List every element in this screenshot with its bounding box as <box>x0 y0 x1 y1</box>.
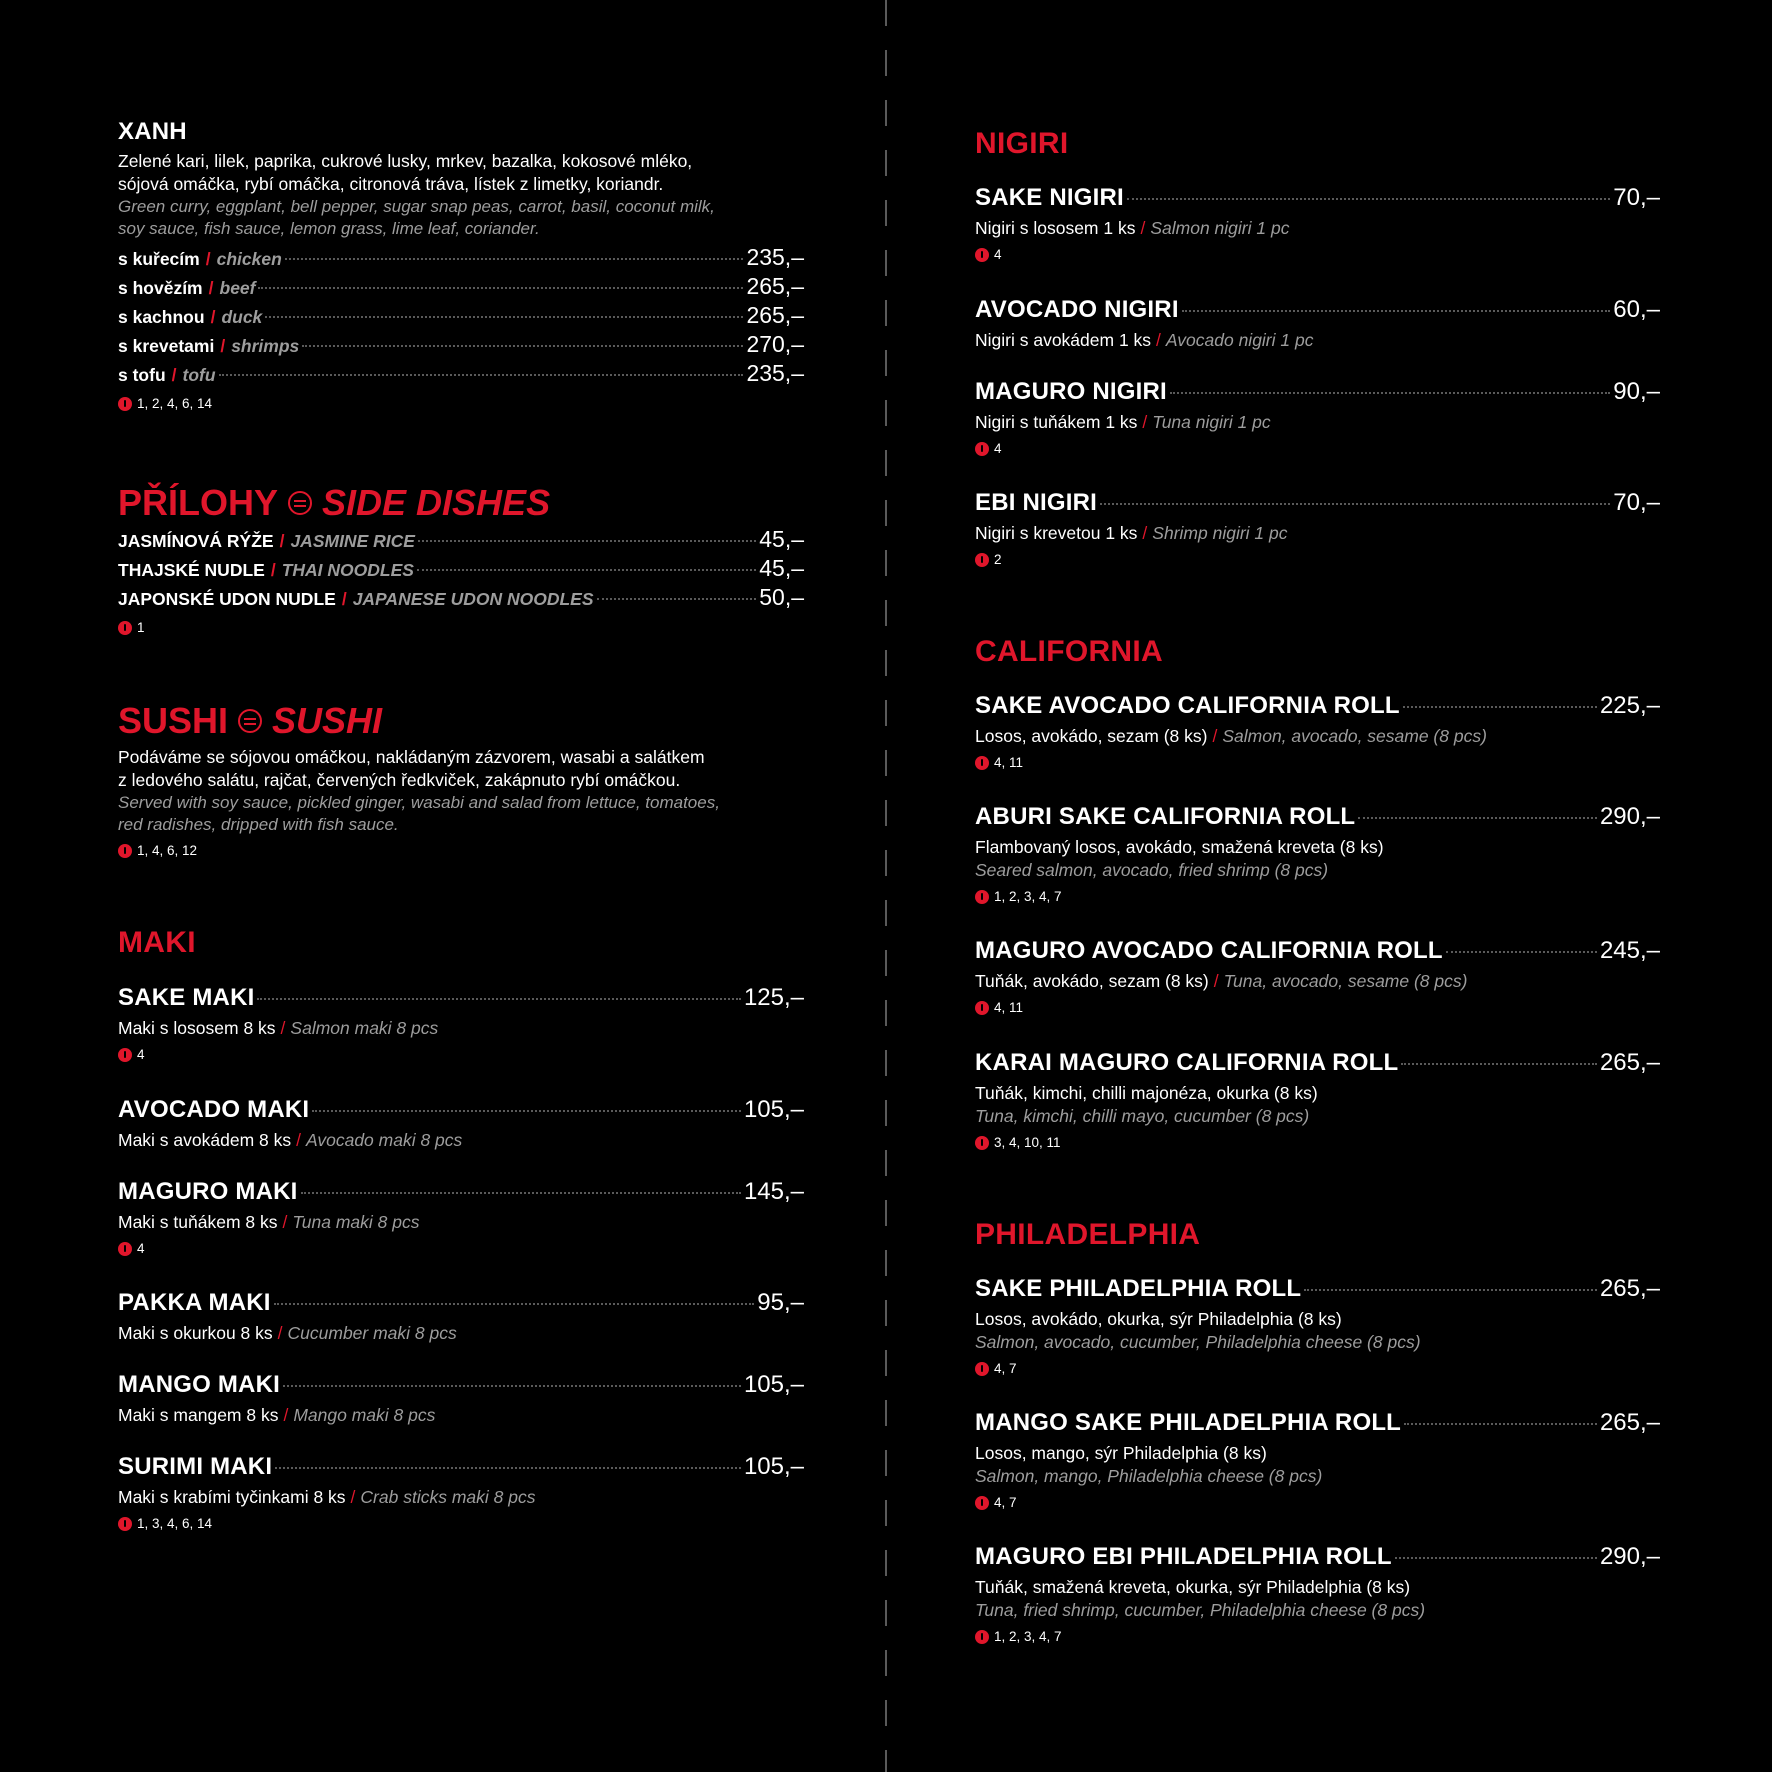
item-desc-cz: Maki s mangem 8 ks <box>118 1405 279 1425</box>
item-desc-cz: Losos, avokádo, sezam (8 ks) <box>975 726 1208 746</box>
nigiri-section <box>975 127 1660 161</box>
item-name: SAKE PHILADELPHIA ROLL <box>975 1275 1302 1302</box>
item-desc-en: Salmon maki 8 pcs <box>290 1018 439 1038</box>
allergen-info <box>975 1000 1660 1015</box>
allergen-info <box>975 1361 1660 1376</box>
allergen-codes: 4 <box>994 441 1002 456</box>
item-name: MAGURO NIGIRI <box>975 378 1167 405</box>
sushi-heading <box>118 700 804 742</box>
option-name: s tofu <box>118 365 166 385</box>
allergen-info <box>975 1495 1660 1510</box>
allergen-icon <box>118 1048 132 1062</box>
allergen-icon <box>118 621 132 635</box>
side-dish-item: JAPONSKÉ UDON NUDLE / JAPANESE UDON NOODLES 50,– <box>118 584 804 610</box>
allergen-icon <box>975 442 989 456</box>
item-name: MAGURO EBI PHILADELPHIA ROLL <box>975 1543 1392 1570</box>
item-name: AVOCADO MAKI <box>118 1096 310 1123</box>
allergen-info <box>118 396 804 411</box>
dot-leader <box>265 316 743 318</box>
allergen-codes: 2 <box>994 552 1002 567</box>
xanh-section <box>118 118 804 411</box>
option-name: s kachnou <box>118 307 205 327</box>
side-dish-item: JASMÍNOVÁ RÝŽE / JASMINE RICE 45,– <box>118 526 804 552</box>
sushi-desc-en: Served with soy sauce, pickled ginger, wasabi and salad from lettuce, tomatoes, <box>118 793 720 812</box>
item-name: MANGO MAKI <box>118 1371 280 1398</box>
item-price: 265,– <box>1599 1049 1660 1076</box>
allergen-icon <box>118 1517 132 1531</box>
item-desc-en: Mango maki 8 pcs <box>293 1405 436 1425</box>
heading-cz: PŘÍLOHY <box>118 482 279 523</box>
allergen-icon <box>975 553 989 567</box>
item-desc-cz: Tuňák, smažená kreveta, okurka, sýr Philadelphia (8 ks) <box>975 1577 1411 1597</box>
side-price: 45,– <box>759 526 804 552</box>
side-dish-item: THAJSKÉ NUDLE / THAI NOODLES 45,– <box>118 555 804 581</box>
item-desc-en: Avocado nigiri 1 pc <box>1165 330 1314 350</box>
allergen-info <box>975 755 1660 770</box>
item-price: 290,– <box>1599 803 1660 830</box>
option-price: 270,– <box>746 331 804 357</box>
xanh-desc-en: soy sauce, fish sauce, lemon grass, lime leaf, coriander. <box>118 219 540 238</box>
menu-item: SAKE NIGIRI 70,– Nigiri s lososem 1 ks / Salmon nigiri 1 pc 4 <box>975 184 1660 262</box>
allergen-info <box>975 552 1660 567</box>
sushi-desc-cz: Podáváme se sójovou omáčkou, nakládaným zázvorem, wasabi a salátkem <box>118 747 705 767</box>
item-desc-cz: Maki s avokádem 8 ks <box>118 1130 292 1150</box>
item-desc-cz: Nigiri s lososem 1 ks <box>975 218 1136 238</box>
philadelphia-section <box>975 1218 1660 1252</box>
allergen-icon <box>975 248 989 262</box>
option-price: 265,– <box>746 302 804 328</box>
sushi-section <box>118 700 804 858</box>
item-desc-cz: Nigiri s avokádem 1 ks <box>975 330 1152 350</box>
item-desc-en: Tuna, avocado, sesame (8 pcs) <box>1223 971 1468 991</box>
option-name: s hovězím <box>118 278 203 298</box>
dot-leader <box>257 998 740 1000</box>
menu-item: AVOCADO NIGIRI 60,– Nigiri s avokádem 1 ks / Avocado nigiri 1 pc <box>975 296 1660 350</box>
item-price: 105,– <box>743 1453 804 1480</box>
option-name-en: beef <box>219 278 256 298</box>
item-name: SAKE NIGIRI <box>975 184 1124 211</box>
maki-section <box>118 926 804 960</box>
allergen-codes: 4, 11 <box>994 755 1024 770</box>
item-price: 105,– <box>743 1371 804 1398</box>
sushi-desc-cz: z ledového salátu, rajčat, červených ředkviček, zakápnuto rybí omáčkou. <box>118 770 681 790</box>
side-name: JAPONSKÉ UDON NUDLE <box>118 589 336 609</box>
side-price: 45,– <box>759 555 804 581</box>
menu-item: MANGO MAKI 105,– Maki s mangem 8 ks / Mango maki 8 pcs <box>118 1371 804 1425</box>
menu-item: MAGURO MAKI 145,– Maki s tuňákem 8 ks / Tuna maki 8 pcs 4 <box>118 1178 804 1256</box>
dot-leader <box>417 569 756 571</box>
dot-leader <box>1304 1289 1597 1291</box>
allergen-info <box>118 1241 804 1256</box>
xanh-option: s hovězím / beef 265,– <box>118 273 804 299</box>
menu-item <box>975 1409 1660 1510</box>
xanh-desc-cz: Zelené kari, lilek, paprika, cukrové lusky, mrkev, bazalka, kokosové mléko, <box>118 151 693 171</box>
allergen-codes: 3, 4, 10, 11 <box>994 1135 1061 1150</box>
side-price: 50,– <box>759 584 804 610</box>
allergen-info <box>118 1516 804 1531</box>
dot-leader <box>1182 310 1611 312</box>
option-name-en: duck <box>221 307 263 327</box>
allergen-codes: 1, 2, 3, 4, 7 <box>994 1629 1062 1644</box>
xanh-option: s krevetami / shrimps 270,– <box>118 331 804 357</box>
item-desc-en: Salmon, avocado, cucumber, Philadelphia cheese (8 pcs) <box>975 1332 1421 1352</box>
menu-item: SAKE AVOCADO CALIFORNIA ROLL 225,– Losos, avokádo, sezam (8 ks) / Salmon, avocado, sesame (8 pcs) 4, 11 <box>975 692 1660 770</box>
item-desc-cz: Tuňák, kimchi, chilli majonéza, okurka (8 ks) <box>975 1083 1318 1103</box>
allergen-codes: 4 <box>137 1241 145 1256</box>
dot-leader <box>301 1192 741 1194</box>
item-name: MAGURO AVOCADO CALIFORNIA ROLL <box>975 937 1443 964</box>
item-name: SAKE MAKI <box>118 984 255 1011</box>
allergen-codes: 1, 3, 4, 6, 14 <box>137 1516 213 1531</box>
menu-item: MAGURO NIGIRI 90,– Nigiri s tuňákem 1 ks / Tuna nigiri 1 pc 4 <box>975 378 1660 456</box>
item-desc-en: Avocado maki 8 pcs <box>306 1130 463 1150</box>
item-price: 60,– <box>1613 296 1660 323</box>
allergen-info <box>975 1135 1660 1150</box>
maki-heading: MAKI <box>118 926 196 959</box>
heading-en: SIDE DISHES <box>322 482 551 523</box>
california-section <box>975 635 1660 669</box>
xanh-option: s kuřecím / chicken 235,– <box>118 244 804 270</box>
item-name: AVOCADO NIGIRI <box>975 296 1179 323</box>
item-price: 125,– <box>743 984 804 1011</box>
option-price: 235,– <box>746 360 804 386</box>
allergen-info <box>975 441 1660 456</box>
allergen-codes: 4, 7 <box>994 1495 1017 1510</box>
nigiri-heading: NIGIRI <box>975 127 1069 160</box>
item-desc-cz: Losos, mango, sýr Philadelphia (8 ks) <box>975 1443 1267 1463</box>
item-desc-en: Tuna nigiri 1 pc <box>1152 412 1271 432</box>
option-name-en: shrimps <box>231 336 300 356</box>
california-heading: CALIFORNIA <box>975 635 1163 668</box>
item-desc-cz: Maki s tuňákem 8 ks <box>118 1212 278 1232</box>
item-desc-en: Salmon, mango, Philadelphia cheese (8 pcs) <box>975 1466 1323 1486</box>
xanh-option: s tofu / tofu 235,– <box>118 360 804 386</box>
menu-item: AVOCADO MAKI 105,– Maki s avokádem 8 ks / Avocado maki 8 pcs <box>118 1096 804 1150</box>
allergen-icon <box>975 890 989 904</box>
allergen-codes: 4 <box>994 247 1002 262</box>
allergen-codes: 1, 2, 4, 6, 14 <box>137 396 213 411</box>
item-name: EBI NIGIRI <box>975 489 1098 516</box>
allergen-icon <box>118 397 132 411</box>
item-name: KARAI MAGURO CALIFORNIA ROLL <box>975 1049 1399 1076</box>
item-price: 70,– <box>1613 489 1660 516</box>
item-desc-en: Crab sticks maki 8 pcs <box>360 1487 536 1507</box>
item-price: 265,– <box>1599 1409 1660 1436</box>
option-name: s kuřecím <box>118 249 200 269</box>
side-name-en: JAPANESE UDON NOODLES <box>352 589 594 609</box>
allergen-icon <box>118 844 132 858</box>
dot-leader <box>258 287 743 289</box>
item-name: SURIMI MAKI <box>118 1453 273 1480</box>
option-name: s krevetami <box>118 336 215 356</box>
side-name: THAJSKÉ NUDLE <box>118 560 265 580</box>
dot-leader <box>219 374 744 376</box>
menu-item: SAKE MAKI 125,– Maki s lososem 8 ks / Salmon maki 8 pcs 4 <box>118 984 804 1062</box>
dot-leader <box>274 1303 755 1305</box>
chopsticks-icon <box>238 709 262 733</box>
item-price: 245,– <box>1599 937 1660 964</box>
menu-item <box>975 1543 1660 1644</box>
allergen-codes: 4, 11 <box>994 1000 1024 1015</box>
dot-leader <box>1395 1557 1597 1559</box>
allergen-info <box>118 843 804 858</box>
heading-en: SUSHI <box>272 700 383 741</box>
allergen-icon <box>975 1001 989 1015</box>
item-price: 105,– <box>743 1096 804 1123</box>
dot-leader <box>312 1110 741 1112</box>
allergen-info <box>975 247 1660 262</box>
item-desc-cz: Nigiri s tuňákem 1 ks <box>975 412 1138 432</box>
item-desc-en: Tuna maki 8 pcs <box>292 1212 420 1232</box>
item-desc-en: Salmon nigiri 1 pc <box>1150 218 1290 238</box>
dot-leader <box>597 598 757 600</box>
dot-leader <box>1170 392 1610 394</box>
item-price: 95,– <box>757 1289 804 1316</box>
side-name-en: THAI NOODLES <box>281 560 414 580</box>
item-desc-cz: Tuňák, avokádo, sezam (8 ks) <box>975 971 1209 991</box>
dot-leader <box>1358 817 1597 819</box>
item-price: 265,– <box>1599 1275 1660 1302</box>
dot-leader <box>1401 1063 1597 1065</box>
allergen-icon <box>975 756 989 770</box>
item-desc-cz: Maki s krabími tyčinkami 8 ks <box>118 1487 346 1507</box>
philadelphia-heading: PHILADELPHIA <box>975 1218 1201 1251</box>
allergen-info <box>118 1047 804 1062</box>
item-name: ABURI SAKE CALIFORNIA ROLL <box>975 803 1356 830</box>
side-dishes-heading <box>118 482 804 524</box>
dot-leader <box>1100 503 1610 505</box>
allergen-icon <box>975 1136 989 1150</box>
item-name: SAKE AVOCADO CALIFORNIA ROLL <box>975 692 1400 719</box>
allergen-icon <box>975 1496 989 1510</box>
item-desc-en: Seared salmon, avocado, fried shrimp (8 pcs) <box>975 860 1329 880</box>
item-price: 70,– <box>1613 184 1660 211</box>
dot-leader <box>275 1467 741 1469</box>
allergen-codes: 4, 7 <box>994 1361 1017 1376</box>
xanh-desc-cz: sójová omáčka, rybí omáčka, citronová tráva, lístek z limetky, koriandr. <box>118 174 664 194</box>
item-name: MAGURO MAKI <box>118 1178 298 1205</box>
page-divider <box>885 0 887 1772</box>
allergen-codes: 4 <box>137 1047 145 1062</box>
side-name: JASMÍNOVÁ RÝŽE <box>118 531 274 551</box>
xanh-option: s kachnou / duck 265,– <box>118 302 804 328</box>
dot-leader <box>283 1385 741 1387</box>
dot-leader <box>1403 706 1597 708</box>
item-name: PAKKA MAKI <box>118 1289 271 1316</box>
item-desc-en: Tuna, fried shrimp, cucumber, Philadelphia cheese (8 pcs) <box>975 1600 1426 1620</box>
dot-leader <box>418 540 756 542</box>
item-desc-en: Cucumber maki 8 pcs <box>287 1323 457 1343</box>
item-desc-en: Salmon, avocado, sesame (8 pcs) <box>1222 726 1487 746</box>
dot-leader <box>285 258 744 260</box>
xanh-title: XANH <box>118 118 187 145</box>
allergen-icon <box>975 1362 989 1376</box>
allergen-codes: 1 <box>137 620 145 635</box>
item-price: 290,– <box>1599 1543 1660 1570</box>
allergen-codes: 1, 2, 3, 4, 7 <box>994 889 1062 904</box>
heading-cz: SUSHI <box>118 700 229 741</box>
dot-leader <box>1446 951 1597 953</box>
dot-leader <box>302 345 743 347</box>
allergen-icon <box>975 1630 989 1644</box>
allergen-info <box>975 1629 1660 1644</box>
allergen-icon <box>118 1242 132 1256</box>
allergen-info <box>118 620 804 635</box>
menu-item <box>975 803 1660 904</box>
menu-item: SURIMI MAKI 105,– Maki s krabími tyčinkami 8 ks / Crab sticks maki 8 pcs 1, 3, 4, 6, 14 <box>118 1453 804 1531</box>
menu-item <box>975 1275 1660 1376</box>
item-price: 225,– <box>1599 692 1660 719</box>
item-desc-cz: Flambovaný losos, avokádo, smažená kreveta (8 ks) <box>975 837 1384 857</box>
item-price: 145,– <box>743 1178 804 1205</box>
item-desc-en: Shrimp nigiri 1 pc <box>1152 523 1288 543</box>
option-price: 235,– <box>746 244 804 270</box>
item-desc-cz: Losos, avokádo, okurka, sýr Philadelphia (8 ks) <box>975 1309 1342 1329</box>
option-name-en: tofu <box>182 365 216 385</box>
allergen-info <box>975 889 1660 904</box>
menu-item: PAKKA MAKI 95,– Maki s okurkou 8 ks / Cucumber maki 8 pcs <box>118 1289 804 1343</box>
dot-leader <box>1404 1423 1597 1425</box>
item-name: MANGO SAKE PHILADELPHIA ROLL <box>975 1409 1402 1436</box>
side-dishes-section <box>118 482 804 635</box>
option-name-en: chicken <box>216 249 282 269</box>
option-price: 265,– <box>746 273 804 299</box>
menu-item: MAGURO AVOCADO CALIFORNIA ROLL 245,– Tuňák, avokádo, sezam (8 ks) / Tuna, avocado, sesame (8 pcs) 4, 11 <box>975 937 1660 1015</box>
menu-item <box>975 1049 1660 1150</box>
menu-item: EBI NIGIRI 70,– Nigiri s krevetou 1 ks / Shrimp nigiri 1 pc 2 <box>975 489 1660 567</box>
chopsticks-icon <box>288 491 312 515</box>
side-name-en: JASMINE RICE <box>290 531 415 551</box>
xanh-desc-en: Green curry, eggplant, bell pepper, sugar snap peas, carrot, basil, coconut milk, <box>118 197 715 216</box>
allergen-codes: 1, 4, 6, 12 <box>137 843 198 858</box>
item-price: 90,– <box>1613 378 1660 405</box>
item-desc-cz: Nigiri s krevetou 1 ks <box>975 523 1138 543</box>
sushi-desc-en: red radishes, dripped with fish sauce. <box>118 815 399 834</box>
item-desc-cz: Maki s okurkou 8 ks <box>118 1323 273 1343</box>
dot-leader <box>1127 198 1610 200</box>
item-desc-cz: Maki s lososem 8 ks <box>118 1018 276 1038</box>
item-desc-en: Tuna, kimchi, chilli mayo, cucumber (8 pcs) <box>975 1106 1310 1126</box>
